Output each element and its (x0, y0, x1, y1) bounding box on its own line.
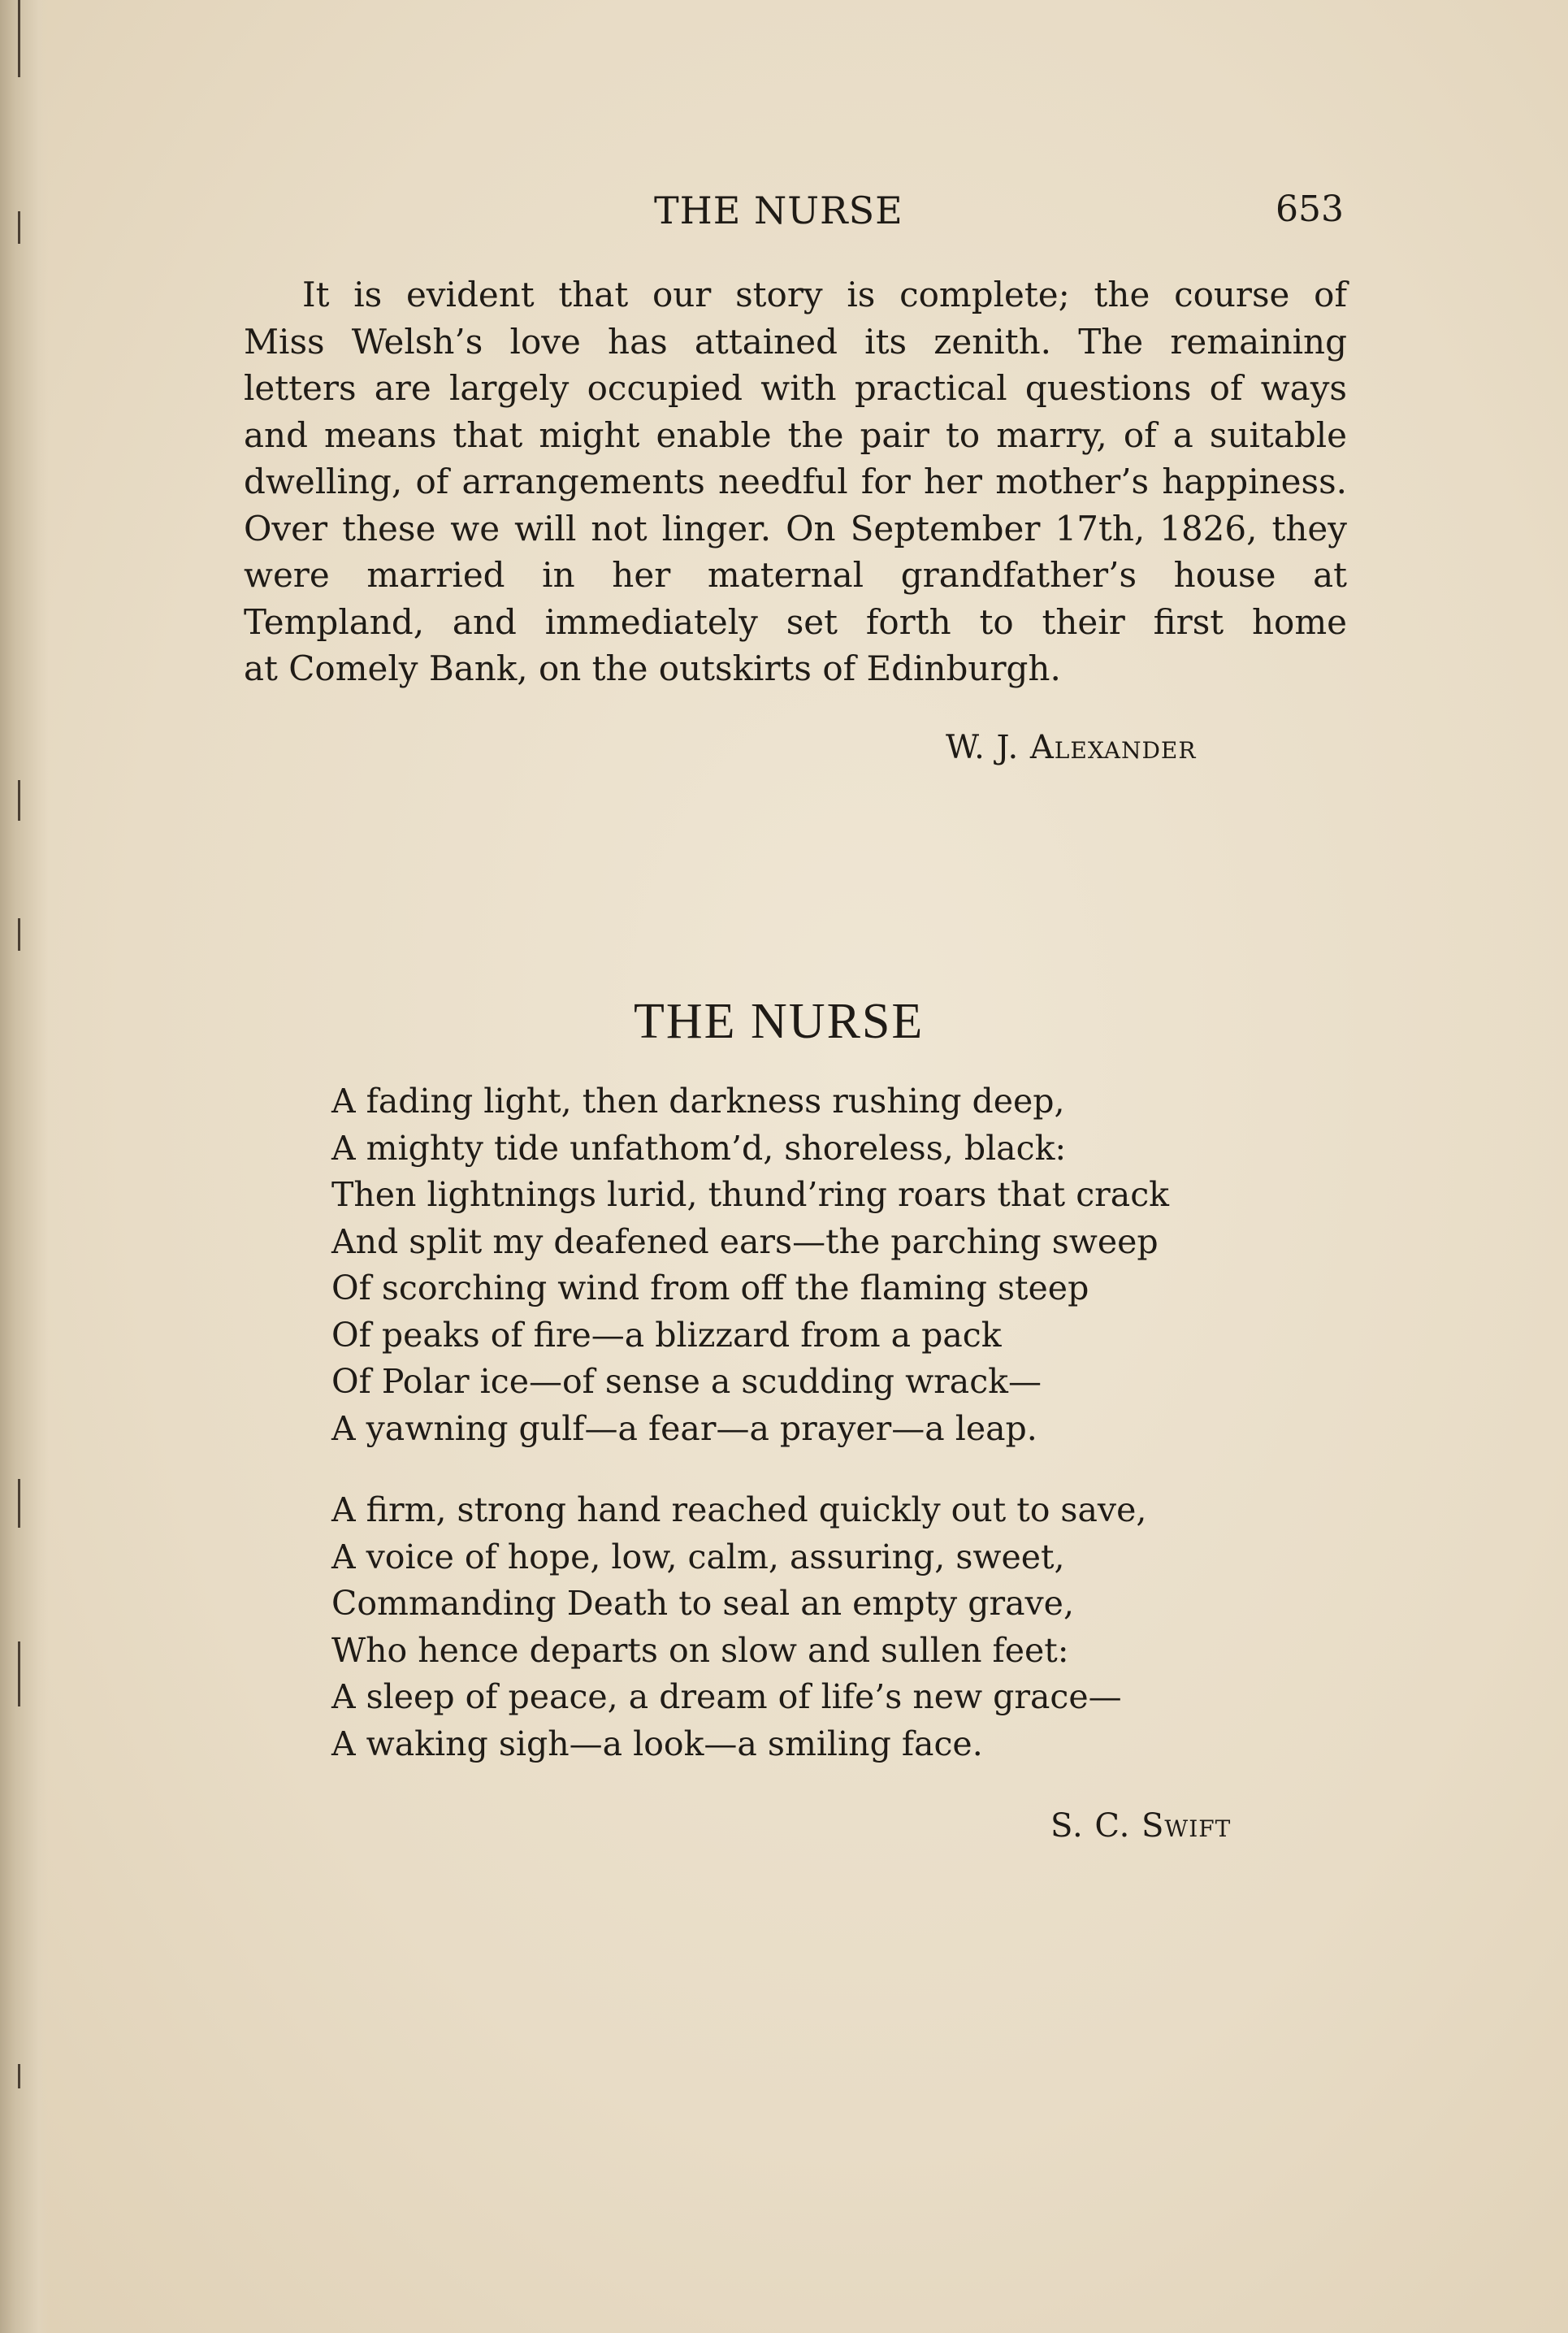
prose-line: letters are largely occupied with practical questions of ways (244, 368, 1347, 408)
signature-text: W. J. Alexander (946, 729, 1197, 766)
poem-line: And split my deafened ears—the parching sweep (331, 1221, 1159, 1261)
prose-line: Over these we will not linger. On September 17th, 1826, they (244, 508, 1347, 549)
poem-stanza-1 (331, 1078, 1306, 1452)
poem-line: A voice of hope, low, calm, assuring, sweet, (331, 1537, 1065, 1576)
poem-line: Of peaks of fire—a blizzard from a pack (331, 1315, 1002, 1355)
poem-line: Commanding Death to seal an empty grave, (331, 1584, 1074, 1623)
prose-line: at Comely Bank, on the outskirts of Edinburgh. (244, 648, 1061, 688)
author-signature-poem (1050, 1807, 1231, 1845)
page-gutter (0, 0, 49, 2333)
poem-line: A yawning gulf—a fear—a prayer—a leap. (331, 1408, 1037, 1448)
prose-line: Miss Welsh’s love has attained its zenith. The remaining (244, 321, 1347, 362)
poem-line: A firm, strong hand reached quickly out to save, (331, 1490, 1147, 1529)
prose-line: were married in her maternal grandfather’s house at (244, 555, 1347, 595)
gutter-shadow-line (18, 918, 20, 951)
gutter-shadow-line (18, 211, 20, 244)
prose-line: dwelling, of arrangements needful for her mother’s happiness. (244, 462, 1347, 501)
page-number: 653 (1276, 189, 1344, 230)
gutter-shadow-line (18, 0, 20, 77)
gutter-shadow-line (18, 780, 20, 821)
poem-line: A fading light, then darkness rushing deep, (331, 1082, 1065, 1121)
poem-stanza-2 (331, 1487, 1306, 1767)
gutter-shadow-line (18, 2064, 20, 2088)
prose-line: It is evident that our story is complete; the course of (302, 275, 1347, 314)
signature-text: S. C. Swift (1050, 1807, 1232, 1845)
poem-line: Who hence departs on slow and sullen feet: (331, 1630, 1069, 1670)
gutter-shadow-line (18, 1641, 20, 1706)
author-signature-prose (946, 729, 1196, 766)
poem-line: Of Polar ice—of sense a scudding wrack— (331, 1362, 1042, 1401)
prose-line: Templand, and immediately set forth to their first home (244, 601, 1347, 642)
poem-line: Of scorching wind from off the flaming steep (331, 1268, 1089, 1307)
poem-line: Then lightnings lurid, thund’ring roars that crack (331, 1175, 1170, 1214)
poem-line: A mighty tide unfathom’d, shoreless, black: (331, 1128, 1067, 1168)
prose-paragraph (244, 271, 1347, 692)
prose-line: and means that might enable the pair to marry, of a suitable (244, 414, 1347, 455)
poem-line: A waking sigh—a look—a smiling face. (331, 1724, 983, 1763)
running-title: THE NURSE (654, 189, 903, 232)
poem-line: A sleep of peace, a dream of life’s new grace— (331, 1677, 1122, 1716)
gutter-shadow-line (18, 1479, 20, 1528)
poem-title: THE NURSE (634, 994, 925, 1049)
